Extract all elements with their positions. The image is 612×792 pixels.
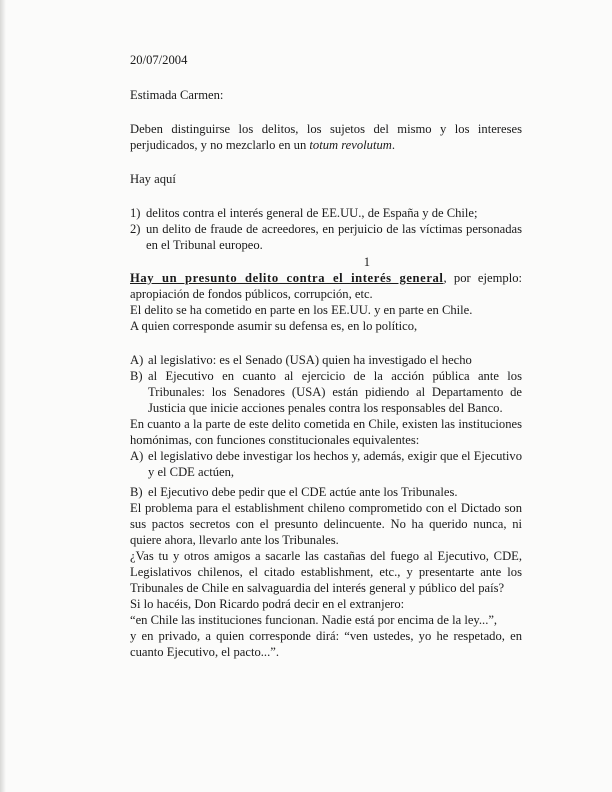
letter-body [130, 52, 522, 660]
list-marker: A) [130, 353, 144, 367]
list-text: un delito de fraude de acreedores, en perjuicio de las víctimas personadas en el Tribunal europeo. [146, 222, 522, 252]
usa-list [130, 352, 522, 416]
intro-text: Deben distinguirse los delitos, los sujetos del mismo y los intereses perjudicados, y no mezclarlo en un [130, 122, 522, 152]
intro-end: . [391, 138, 395, 152]
hay-aqui-line: Hay aquí [130, 172, 176, 186]
closing-line-1: Si lo hacéis, Don Ricardo podrá decir en el extranjero: [130, 597, 405, 611]
letter-date: 20/07/2004 [130, 53, 188, 67]
list-item [130, 221, 522, 253]
list-text: el Ejecutivo debe pedir que el CDE actúe ante los Tribunales. [148, 485, 458, 499]
closing-line-2: “en Chile las instituciones funcionan. Nadie está por encima de la ley...”, [130, 613, 498, 627]
letter-greeting: Estimada Carmen: [130, 88, 224, 102]
chile-list [130, 448, 522, 500]
list-text: el legislativo debe investigar los hechos y, además, exigir que el Ejecutivo y el CDE actúen, [148, 449, 522, 479]
intro-italic: totum revolutum [309, 138, 392, 152]
section-number: 1 [363, 255, 370, 269]
section-heading-rest: , por ejemplo: apropiación de fondos públicos, corrupción, etc. [130, 271, 522, 301]
list-marker: A) [130, 449, 144, 463]
closing-line-3: y en privado, a quien corresponde dirá: “ven ustedes, yo he respetado, en cuanto Ejecutivo, el pacto...”. [130, 629, 522, 659]
list-item [130, 448, 522, 480]
list-text: al Ejecutivo en cuanto al ejercicio de la acción pública ante los Tribunales: los Senadores (USA) están pidiendo al Departamento de Justicia que inicie acciones penales contra los responsables del Banco. [148, 369, 522, 415]
defense-line: A quien corresponde asumir su defensa es, en lo político, [130, 319, 418, 333]
question-paragraph: ¿Vas tu y otros amigos a sacarle las castañas del fuego al Ejecutivo, CDE, Legislativos chilenos, el citado establishment, etc., y presentarte ante los Tribunales de Chile en salvaguardia del interés general y público del país? [130, 549, 522, 595]
committed-line: El delito se ha cometido en parte en los EE.UU. y en parte en Chile. [130, 303, 473, 317]
list-text: al legislativo: es el Senado (USA) quien ha investigado el hecho [148, 353, 472, 367]
chile-paragraph: En cuanto a la parte de este delito cometida en Chile, existen las instituciones homónimas, con funciones constitucionales equivalentes: [130, 417, 522, 447]
list-marker: 2) [130, 222, 141, 236]
list-item [130, 484, 522, 500]
list-item [130, 352, 522, 368]
list-marker: B) [130, 485, 143, 499]
list-item [130, 205, 522, 221]
problem-paragraph: El problema para el establishment chileno comprometido con el Dictado son sus pactos secretos con el presunto delincuente. No ha querido nunca, ni quiere ahora, llevarlo ante los Tribunales. [130, 501, 522, 547]
list-item [130, 368, 522, 416]
section-heading-paragraph [130, 270, 522, 302]
intro-paragraph [130, 121, 522, 153]
numbered-list [130, 205, 522, 253]
scan-edge-shadow [0, 0, 6, 792]
list-marker: B) [130, 369, 143, 383]
list-marker: 1) [130, 206, 141, 220]
section-heading: Hay un presunto delito contra el interés general [130, 271, 444, 285]
list-text: delitos contra el interés general de EE.UU., de España y de Chile; [146, 206, 478, 220]
